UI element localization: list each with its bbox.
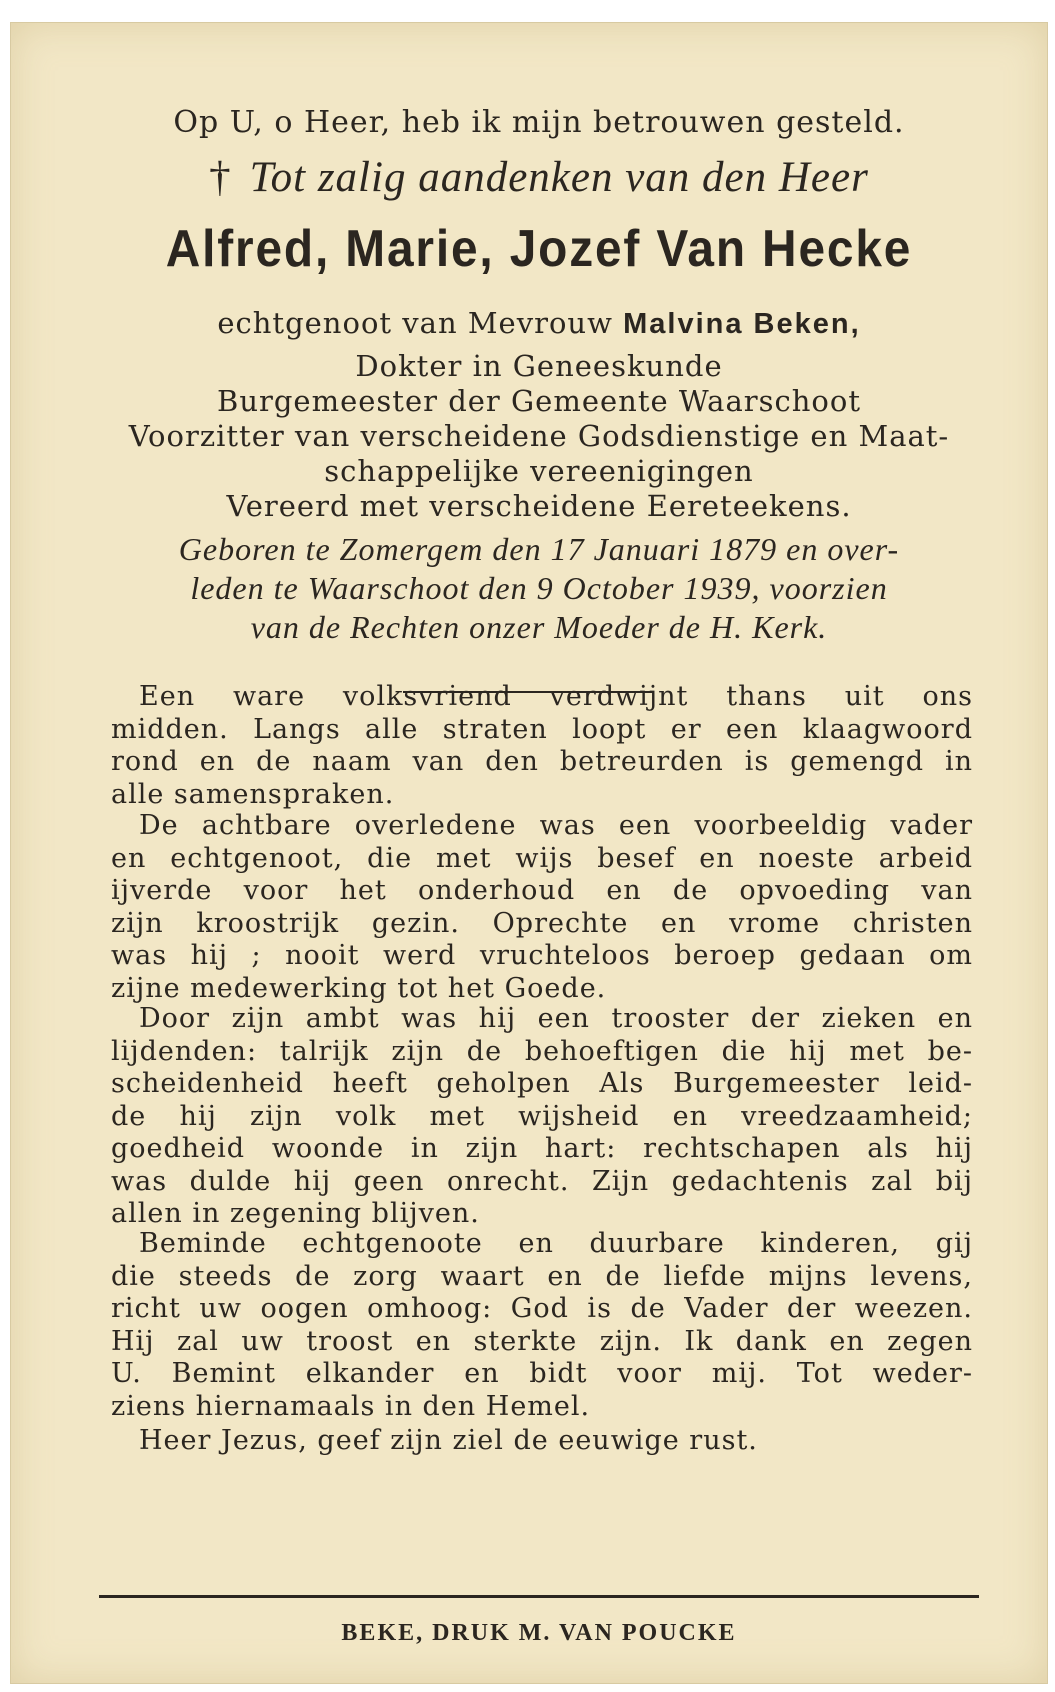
paragraph-line: lijdenden: talrijk zijn de behoeftigen die hij met be- [111,1035,973,1067]
paragraph-line: U. Bemint elkander en bidt voor mij. Tot weder- [111,1358,973,1389]
paragraph-line: die steeds de zorg waart en de liefde mijns levens, [111,1260,973,1292]
paragraph-line: zijn kroostrijk gezin. Oprechte en vrome christen [111,907,973,939]
paragraph-line: Een ware volksvriend verdwijnt thans uit ons [139,681,973,712]
paragraph-line: rond en de naam van den betreurden is gemengd in [111,746,973,777]
paragraph-line: Door zijn ambt was hij een trooster der zieken en [139,1003,973,1034]
paragraph-line: richt uw oogen omhoog: God is de Vader der weezen. [111,1293,973,1324]
paragraph-line: Heer Jezus, geef zijn ziel de eeuwige rust. [139,1425,758,1456]
paragraph-line: goedheid woonde in zijn hart: rechtschapen als hij [111,1133,973,1164]
printer-credit: BEKE, DRUK M. VAN POUCKE [341,1620,737,1646]
memorial-card [10,22,1048,1684]
paragraph-line: en echtgenoot, die met wijs besef en noeste arbeid [111,842,973,874]
motto: Op U, o Heer, heb ik mijn betrouwen gesteld. [173,105,905,140]
paragraph-line: alle samenspraken. [111,778,395,810]
cross-icon: † [209,154,232,201]
paragraph-line: was dulde hij geen onrecht. Zijn gedachtenis zal bij [111,1165,973,1197]
spouse-prefix: echtgenoot van Mevrouw [217,306,613,340]
paragraph-line: scheidenheid heeft geholpen Als Burgemeester leid- [111,1068,973,1099]
paragraph-line: ziens hiernamaals in den Hemel. [111,1390,591,1422]
title-line: Vereerd met verscheidene Eereteekens. [226,489,852,523]
paragraph-line: allen in zegening blijven. [111,1198,480,1229]
paragraph-line: midden. Langs alle straten loopt er een klaagwoord [111,713,973,745]
paragraph-line: Beminde echtgenoote en duurbare kinderen, gij [139,1228,973,1259]
paragraph [111,681,973,811]
paragraph-line: De achtbare overledene was een voorbeeldig vader [139,810,973,841]
title-line: Dokter in Geneeskunde [355,349,723,383]
bottom-divider [99,1595,979,1598]
paragraph-line: de hij zijn volk met wijsheid en vreedzaamheid; [111,1100,973,1132]
paragraph [111,1425,973,1458]
paragraph-line: was hij ; nooit werd vruchteloos beroep gedaan om [111,940,973,971]
title-line: Voorzitter van verscheidene Godsdienstige en Maat- [128,419,950,453]
birth-line: Geboren te Zomergem den 17 Januari 1879 en over- [178,531,900,567]
paragraph [111,810,973,1005]
title-line: schappelijke vereenigingen [324,454,754,488]
paragraph [111,1228,973,1423]
memoriam-text: Tot zalig aandenken van den Heer [249,154,869,201]
birth-line: van de Rechten onzer Moeder de H. Kerk. [250,609,828,645]
spouse-name: Malvina Beken, [623,308,861,340]
title-line: Burgemeester der Gemeente Waarschoot [217,384,861,418]
birth-line: leden te Waarschoot den 9 October 1939, voorzien [190,570,888,606]
paragraph-line: Hij zal uw troost en sterkte zijn. Ik dank en zegen [111,1325,973,1357]
deceased-name: Alfred, Marie, Jozef Van Hecke [165,220,913,278]
paragraph-line: zijne medewerking tot het Goede. [111,972,607,1004]
memoriam-heading [101,153,977,202]
spouse-line [101,306,977,341]
paragraph [111,1003,973,1231]
paragraph-line: ijverde voor het onderhoud en de opvoeding van [111,875,973,906]
